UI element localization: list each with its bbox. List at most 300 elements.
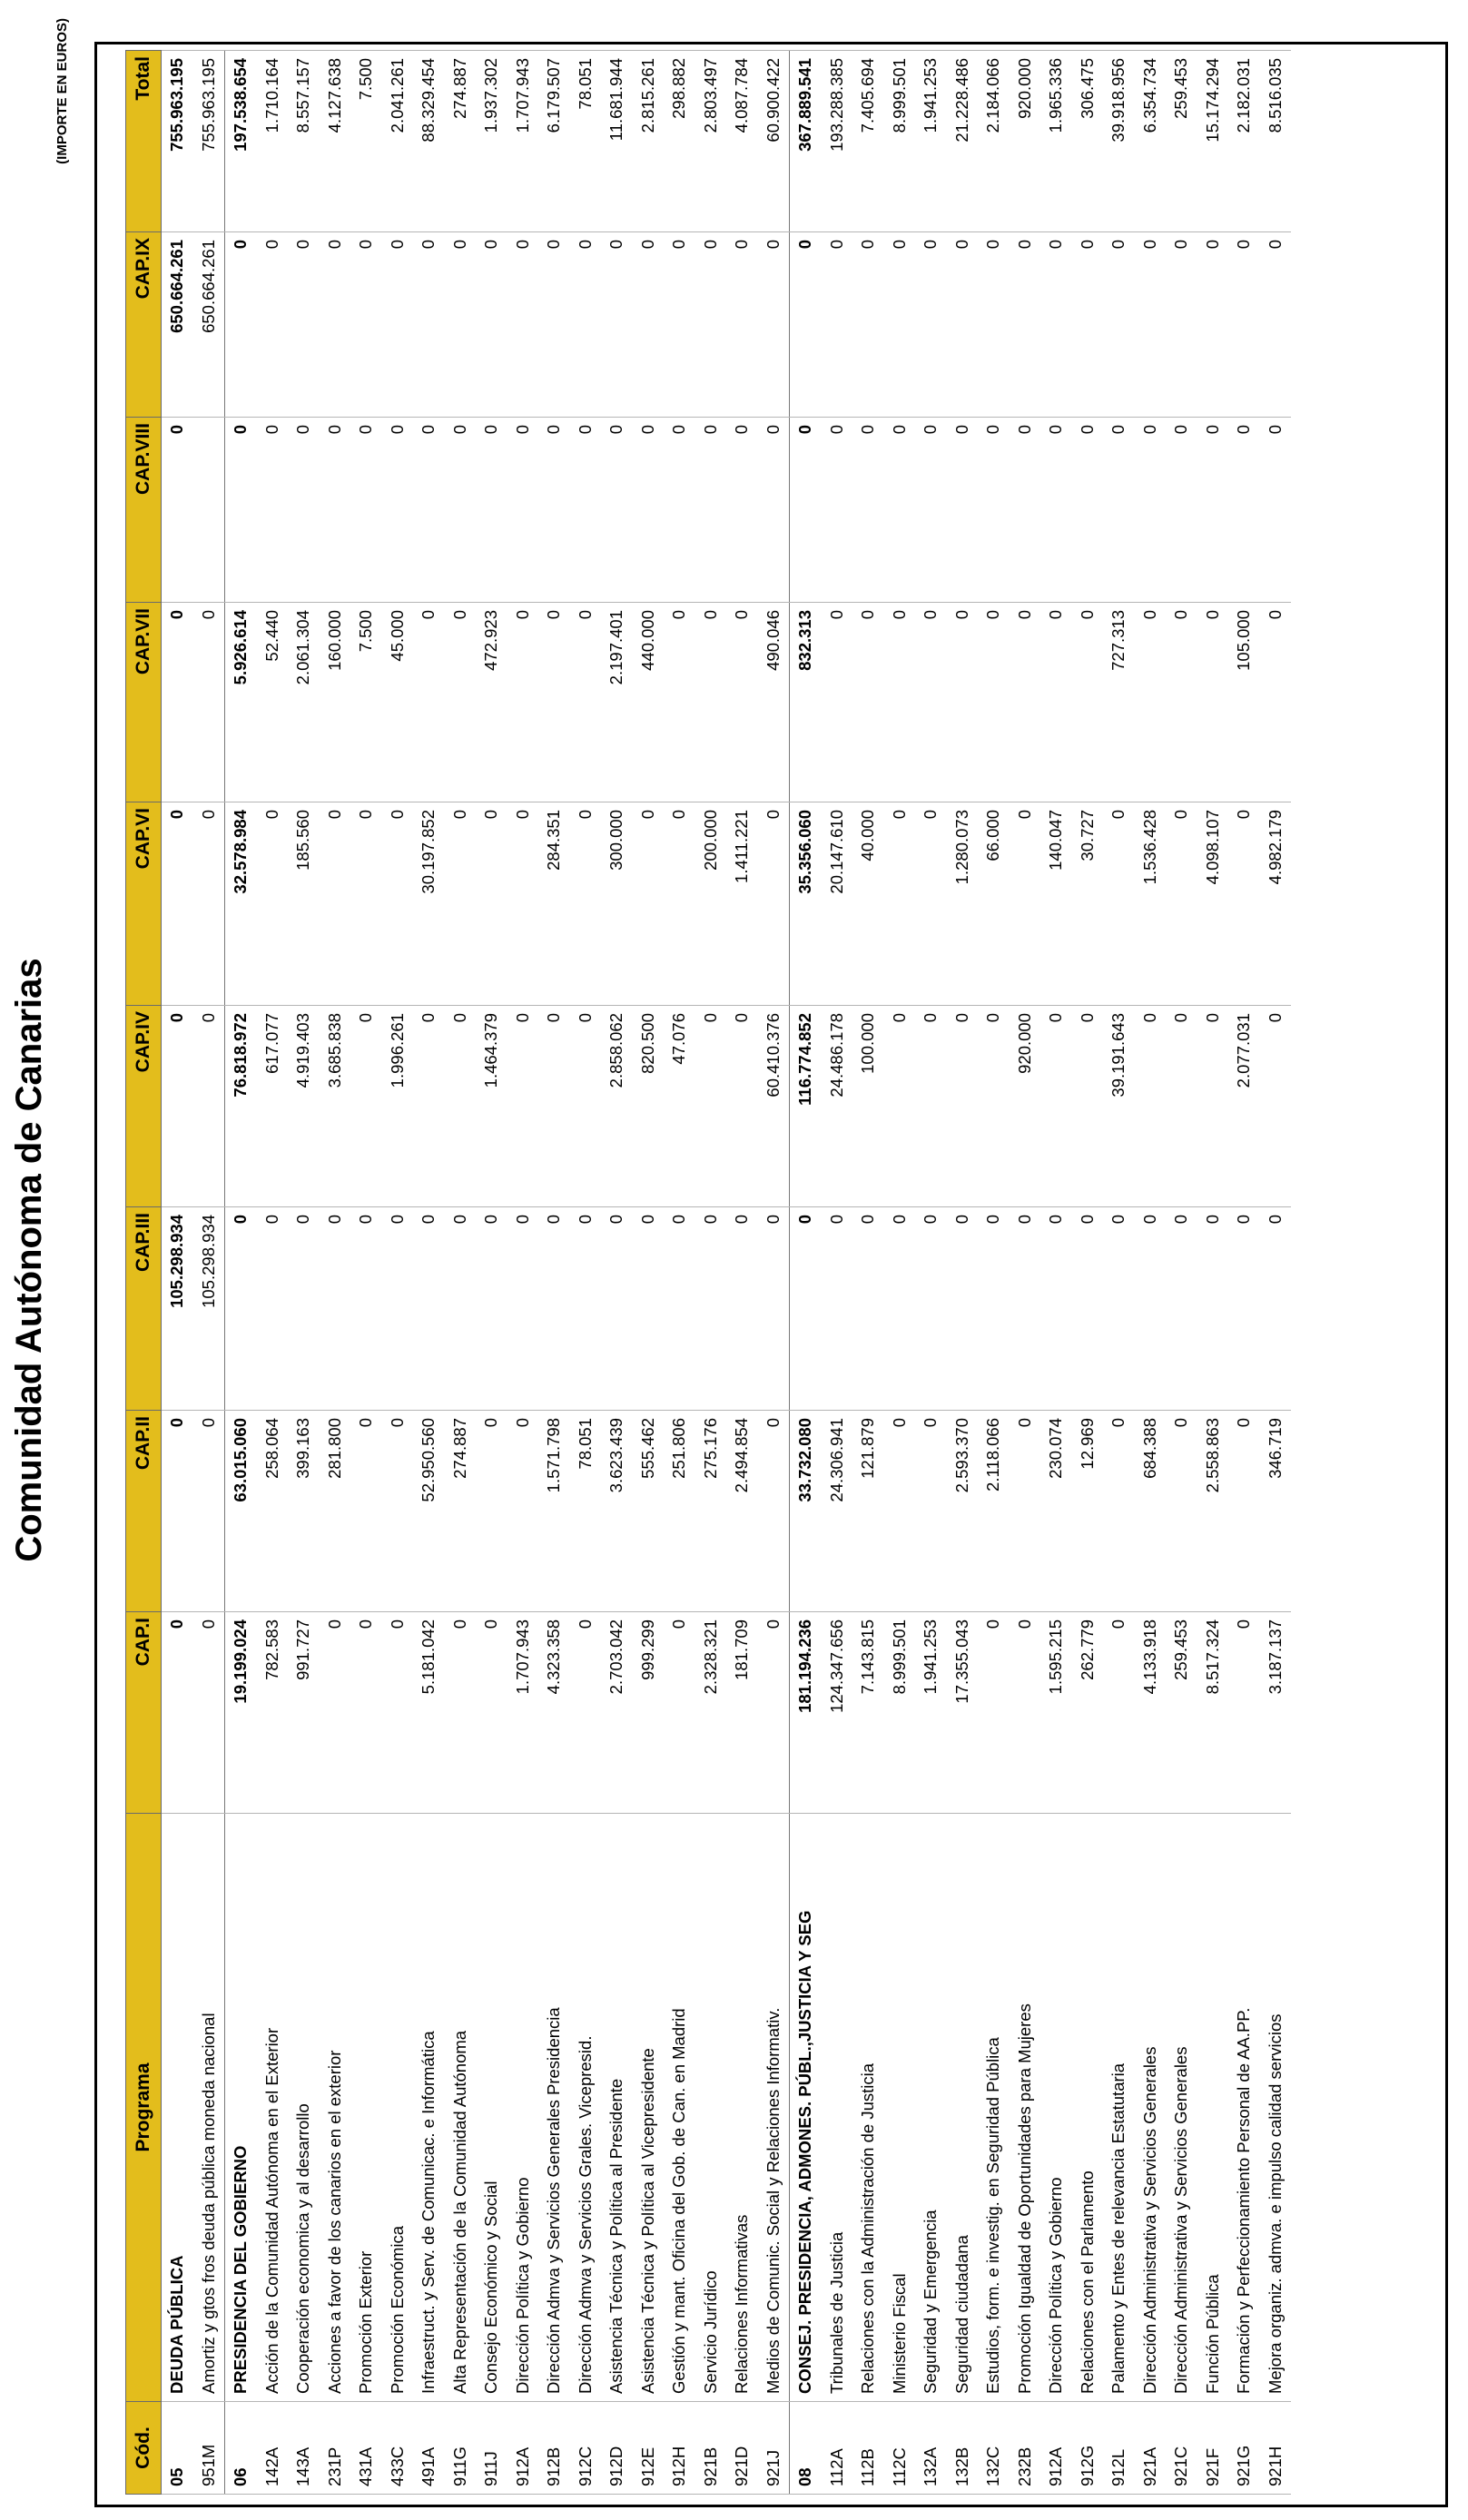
row-programa: Cooperación economica y al desarrollo [288, 1814, 320, 2402]
row-value: 0 [1103, 418, 1135, 603]
row-value: 185.560 [288, 802, 320, 1006]
row-programa: Dirección Política y Gobierno [1040, 1814, 1072, 2402]
row-value: 1.710.164 [257, 51, 289, 232]
row-value: 105.000 [1228, 603, 1260, 802]
row-value: 298.882 [664, 51, 695, 232]
row-programa: Amortiz y gtos fros deuda pública moneda nacional [193, 1814, 225, 2402]
row-code: 132B [947, 2402, 979, 2495]
row-value: 0 [726, 1207, 758, 1411]
row-code: 911J [476, 2402, 507, 2495]
row-value: 2.077.031 [1228, 1006, 1260, 1207]
row-value: 66.000 [978, 802, 1010, 1006]
row-value: 0 [852, 1207, 884, 1411]
row-value: 0 [978, 1612, 1010, 1814]
row-value: 0 [601, 1207, 633, 1411]
row-value: 0 [884, 418, 916, 603]
row-code: 912H [664, 2402, 695, 2495]
row-programa: Promoción Económica [382, 1814, 414, 2402]
row-value: 0 [915, 232, 947, 418]
row-value: 755.963.195 [193, 51, 225, 232]
row-value: 0 [1166, 603, 1197, 802]
row-value: 0 [852, 418, 884, 603]
row-value: 0 [978, 418, 1010, 603]
row-value: 17.355.043 [947, 1612, 979, 1814]
row-value: 60.410.376 [758, 1006, 790, 1207]
row-value: 0 [193, 1006, 225, 1207]
table-row [664, 51, 695, 2495]
row-value: 0 [633, 418, 665, 603]
row-value: 200.000 [695, 802, 727, 1006]
row-value: 0 [978, 232, 1010, 418]
row-value: 0 [507, 232, 539, 418]
row-value: 0 [382, 1207, 414, 1411]
row-value: 346.719 [1260, 1411, 1292, 1612]
row-value: 0 [193, 802, 225, 1006]
table-row [1135, 51, 1167, 2495]
row-value: 0 [538, 603, 570, 802]
row-code: 912E [633, 2402, 665, 2495]
row-value: 1.937.302 [476, 51, 507, 232]
row-value: 19.199.024 [225, 1612, 257, 1814]
row-value: 0 [507, 1207, 539, 1411]
row-value: 52.950.560 [413, 1411, 445, 1612]
row-value: 0 [350, 1207, 382, 1411]
row-value: 0 [1228, 232, 1260, 418]
row-value: 0 [1166, 418, 1197, 603]
row-value: 258.064 [257, 1411, 289, 1612]
row-value: 300.000 [601, 802, 633, 1006]
row-value: 399.163 [288, 1411, 320, 1612]
row-value: 11.681.944 [601, 51, 633, 232]
row-value: 2.494.854 [726, 1411, 758, 1612]
row-value: 78.051 [570, 1411, 602, 1612]
row-value: 0 [884, 603, 916, 802]
row-value: 88.329.454 [413, 51, 445, 232]
row-programa: Promoción Exterior [350, 1814, 382, 2402]
row-code: 921B [695, 2402, 727, 2495]
row-value: 0 [570, 1612, 602, 1814]
row-value: 262.779 [1072, 1612, 1104, 1814]
row-value: 7.143.815 [852, 1612, 884, 1814]
header-programa: Programa [126, 1814, 162, 2402]
row-value: 52.440 [257, 603, 289, 802]
row-value: 0 [1260, 418, 1292, 603]
row-code: 433C [382, 2402, 414, 2495]
row-value: 440.000 [633, 603, 665, 802]
row-programa: Relaciones Informativas [726, 1814, 758, 2402]
row-value: 1.941.253 [915, 51, 947, 232]
row-value: 0 [1103, 1411, 1135, 1612]
row-programa: Estudios, form. e investig. en Seguridad Pública [978, 1814, 1010, 2402]
row-value: 0 [1166, 802, 1197, 1006]
row-value: 0 [445, 1612, 477, 1814]
row-value: 0 [538, 418, 570, 603]
row-programa: Seguridad y Emergencia [915, 1814, 947, 2402]
row-value: 60.900.422 [758, 51, 790, 232]
row-value: 6.179.507 [538, 51, 570, 232]
row-value: 0 [664, 1612, 695, 1814]
row-value: 1.536.428 [1135, 802, 1167, 1006]
row-value: 0 [947, 603, 979, 802]
row-value: 3.187.137 [1260, 1612, 1292, 1814]
table-row [758, 51, 790, 2495]
row-value: 1.464.379 [476, 1006, 507, 1207]
row-value: 0 [726, 418, 758, 603]
row-programa: Medios de Comunic. Social y Relaciones Informativ. [758, 1814, 790, 2402]
row-value: 0 [225, 232, 257, 418]
row-value: 1.280.073 [947, 802, 979, 1006]
row-value: 0 [413, 1207, 445, 1411]
row-value: 0 [978, 1207, 1010, 1411]
row-value: 0 [257, 1207, 289, 1411]
table-row [947, 51, 979, 2495]
row-value: 0 [790, 1207, 822, 1411]
row-value: 0 [350, 232, 382, 418]
row-value: 0 [1010, 1411, 1041, 1612]
row-value: 0 [382, 232, 414, 418]
row-value: 727.313 [1103, 603, 1135, 802]
row-value: 0 [884, 1207, 916, 1411]
row-value: 0 [915, 603, 947, 802]
row-value: 0 [822, 1207, 853, 1411]
row-code: 921D [726, 2402, 758, 2495]
row-value: 0 [507, 802, 539, 1006]
page-title: Comunidad Autónoma de Canarias [9, 958, 49, 1562]
row-value: 650.664.261 [162, 232, 193, 418]
row-value: 650.664.261 [193, 232, 225, 418]
row-value: 0 [1260, 1006, 1292, 1207]
row-value: 181.194.236 [790, 1612, 822, 1814]
row-value: 0 [822, 232, 853, 418]
table-row [320, 51, 351, 2495]
row-code: 912G [1072, 2402, 1104, 2495]
row-code: 912A [507, 2402, 539, 2495]
row-value: 755.963.195 [162, 51, 193, 232]
units-note: (IMPORTE EN EUROS) [54, 18, 70, 164]
row-value: 15.174.294 [1197, 51, 1229, 232]
table-body [162, 51, 1292, 2495]
row-programa: Relaciones con la Administración de Justicia [852, 1814, 884, 2402]
row-value: 0 [320, 418, 351, 603]
row-value: 0 [320, 1612, 351, 1814]
table-row [1166, 51, 1197, 2495]
table-row [1103, 51, 1135, 2495]
row-value: 0 [1103, 802, 1135, 1006]
row-value: 0 [695, 232, 727, 418]
table-row [601, 51, 633, 2495]
header-row [126, 51, 162, 2495]
row-programa: Función Pública [1197, 1814, 1229, 2402]
row-value: 0 [884, 1006, 916, 1207]
row-value: 555.462 [633, 1411, 665, 1612]
row-value: 0 [1072, 1207, 1104, 1411]
row-value: 8.999.501 [884, 51, 916, 232]
header-cod: Cód. [126, 2402, 162, 2495]
row-code: 912A [1040, 2402, 1072, 2495]
row-value: 0 [538, 1006, 570, 1207]
row-value: 124.347.656 [822, 1612, 853, 1814]
table-row [852, 51, 884, 2495]
row-value: 0 [1166, 1006, 1197, 1207]
row-value: 0 [288, 1207, 320, 1411]
row-value: 0 [758, 802, 790, 1006]
row-value: 0 [1197, 418, 1229, 603]
row-value: 8.557.157 [288, 51, 320, 232]
row-programa: Dirección Política y Gobierno [507, 1814, 539, 2402]
budget-table [125, 50, 1291, 2495]
row-value: 0 [947, 1207, 979, 1411]
row-programa: Infraestruct. y Serv. de Comunicac. e Informática [413, 1814, 445, 2402]
row-value: 0 [1228, 1207, 1260, 1411]
row-value: 0 [320, 232, 351, 418]
row-value: 0 [1260, 232, 1292, 418]
row-value: 0 [664, 1207, 695, 1411]
row-value: 24.306.941 [822, 1411, 853, 1612]
table-row [822, 51, 853, 2495]
row-value: 39.191.643 [1103, 1006, 1135, 1207]
row-programa: Mejora organiz. admva. e impulso calidad servicios [1260, 1814, 1292, 2402]
row-value: 0 [507, 418, 539, 603]
row-value: 45.000 [382, 603, 414, 802]
row-programa: Servicio Jurídico [695, 1814, 727, 2402]
row-value: 7.500 [350, 603, 382, 802]
row-value: 920.000 [1010, 51, 1041, 232]
row-value: 8.516.035 [1260, 51, 1292, 232]
row-value: 0 [445, 802, 477, 1006]
row-value: 274.887 [445, 1411, 477, 1612]
row-code: 132A [915, 2402, 947, 2495]
row-code: 143A [288, 2402, 320, 2495]
row-value: 39.918.956 [1103, 51, 1135, 232]
header-cap-iii: CAP.III [126, 1207, 162, 1411]
row-value: 0 [162, 1612, 193, 1814]
row-value: 0 [1072, 1006, 1104, 1207]
section-row [225, 51, 257, 2495]
table-row [288, 51, 320, 2495]
row-value: 0 [193, 1612, 225, 1814]
row-value: 0 [350, 1612, 382, 1814]
row-code: 912B [538, 2402, 570, 2495]
row-code: 142A [257, 2402, 289, 2495]
row-value: 3.623.439 [601, 1411, 633, 1612]
row-value: 0 [758, 1411, 790, 1612]
row-value: 4.127.638 [320, 51, 351, 232]
row-value: 0 [726, 603, 758, 802]
row-value: 0 [162, 1006, 193, 1207]
row-value: 0 [507, 1411, 539, 1612]
row-value: 259.453 [1166, 51, 1197, 232]
row-value: 0 [947, 418, 979, 603]
row-value: 2.558.863 [1197, 1411, 1229, 1612]
row-code: 431A [350, 2402, 382, 2495]
row-value: 160.000 [320, 603, 351, 802]
row-programa: Acción de la Comunidad Autónoma en el Exterior [257, 1814, 289, 2402]
row-value: 472.923 [476, 603, 507, 802]
row-value: 0 [1135, 418, 1167, 603]
row-value: 0 [350, 802, 382, 1006]
row-value: 0 [601, 232, 633, 418]
row-value: 0 [790, 232, 822, 418]
row-code: 921A [1135, 2402, 1167, 2495]
table-row [633, 51, 665, 2495]
header-cap-ii: CAP.II [126, 1411, 162, 1612]
row-value: 4.133.918 [1135, 1612, 1167, 1814]
row-value: 920.000 [1010, 1006, 1041, 1207]
row-value: 0 [288, 418, 320, 603]
row-value: 0 [288, 232, 320, 418]
row-value: 0 [1072, 418, 1104, 603]
row-value: 2.118.066 [978, 1411, 1010, 1612]
row-value: 0 [633, 1207, 665, 1411]
row-value: 197.538.654 [225, 51, 257, 232]
table-row [538, 51, 570, 2495]
table-row [507, 51, 539, 2495]
row-code: 921C [1166, 2402, 1197, 2495]
table-row [1197, 51, 1229, 2495]
table-row [1040, 51, 1072, 2495]
row-value: 0 [758, 1207, 790, 1411]
header-cap-iv: CAP.IV [126, 1006, 162, 1207]
row-programa: Alta Representación de la Comunidad Autónoma [445, 1814, 477, 2402]
row-value: 0 [507, 603, 539, 802]
row-value: 0 [822, 418, 853, 603]
row-value: 0 [413, 1006, 445, 1207]
row-value: 47.076 [664, 1006, 695, 1207]
row-value: 5.926.614 [225, 603, 257, 802]
row-value: 0 [633, 232, 665, 418]
row-value: 105.298.934 [162, 1207, 193, 1411]
row-value: 0 [257, 802, 289, 1006]
section-row [790, 51, 822, 2495]
row-value: 0 [1040, 1006, 1072, 1207]
row-programa: Relaciones con el Parlamento [1072, 1814, 1104, 2402]
row-value: 820.500 [633, 1006, 665, 1207]
header-cap-vii: CAP.VII [126, 603, 162, 802]
row-value: 0 [1072, 603, 1104, 802]
row-value: 1.996.261 [382, 1006, 414, 1207]
row-value: 0 [382, 802, 414, 1006]
row-value: 0 [445, 418, 477, 603]
row-value: 0 [225, 1207, 257, 1411]
row-programa: Gestión y mant. Oficina del Gob. de Can. en Madrid [664, 1814, 695, 2402]
row-value: 0 [1010, 1612, 1041, 1814]
row-value: 0 [884, 232, 916, 418]
row-value: 32.578.984 [225, 802, 257, 1006]
row-programa: DEUDA PÚBLICA [162, 1814, 193, 2402]
row-value: 0 [445, 1207, 477, 1411]
row-value: 0 [758, 1612, 790, 1814]
row-value: 0 [1228, 1411, 1260, 1612]
row-value: 140.047 [1040, 802, 1072, 1006]
row-value: 0 [1040, 232, 1072, 418]
row-value: 0 [1103, 1207, 1135, 1411]
row-value: 0 [758, 418, 790, 603]
row-value: 4.323.358 [538, 1612, 570, 1814]
row-value: 4.919.403 [288, 1006, 320, 1207]
row-value: 0 [476, 802, 507, 1006]
table-row [382, 51, 414, 2495]
row-value: 0 [664, 802, 695, 1006]
row-value: 1.941.253 [915, 1612, 947, 1814]
row-value: 0 [822, 603, 853, 802]
row-value: 0 [445, 603, 477, 802]
row-value: 0 [978, 603, 1010, 802]
row-code: 491A [413, 2402, 445, 2495]
row-value: 2.703.042 [601, 1612, 633, 1814]
row-value: 2.182.031 [1228, 51, 1260, 232]
row-value: 0 [382, 1411, 414, 1612]
row-value: 1.965.336 [1040, 51, 1072, 232]
row-value: 684.388 [1135, 1411, 1167, 1612]
row-code: 921H [1260, 2402, 1292, 2495]
row-value: 0 [758, 232, 790, 418]
row-value: 0 [1228, 1612, 1260, 1814]
row-value: 76.818.972 [225, 1006, 257, 1207]
row-value: 0 [350, 1006, 382, 1207]
row-value: 0 [413, 418, 445, 603]
row-value: 35.356.060 [790, 802, 822, 1006]
row-value: 0 [538, 232, 570, 418]
row-value: 0 [664, 232, 695, 418]
row-value: 0 [1166, 232, 1197, 418]
row-value: 0 [538, 1207, 570, 1411]
row-code: 911G [445, 2402, 477, 2495]
row-programa: Dirección Administrativa y Servicios Generales [1135, 1814, 1167, 2402]
row-value: 0 [382, 1612, 414, 1814]
row-code: 112B [852, 2402, 884, 2495]
header-cap-ix: CAP.IX [126, 232, 162, 418]
row-value: 0 [1010, 232, 1041, 418]
row-value: 1.411.221 [726, 802, 758, 1006]
row-value: 0 [1072, 232, 1104, 418]
row-value: 0 [601, 418, 633, 603]
row-value: 0 [162, 603, 193, 802]
row-value: 0 [162, 418, 193, 603]
row-value: 0 [1103, 1612, 1135, 1814]
table-row [476, 51, 507, 2495]
row-value: 0 [413, 603, 445, 802]
row-value: 0 [884, 1411, 916, 1612]
row-value: 2.815.261 [633, 51, 665, 232]
row-value: 12.969 [1072, 1411, 1104, 1612]
row-value: 0 [1135, 1207, 1167, 1411]
row-value: 3.685.838 [320, 1006, 351, 1207]
row-value: 2.197.401 [601, 603, 633, 802]
row-value: 8.517.324 [1197, 1612, 1229, 1814]
row-value: 0 [193, 1411, 225, 1612]
row-value: 116.774.852 [790, 1006, 822, 1207]
table-row [978, 51, 1010, 2495]
row-value: 2.328.321 [695, 1612, 727, 1814]
header-cap-viii: CAP.VIII [126, 418, 162, 603]
row-value: 0 [225, 418, 257, 603]
row-value: 0 [726, 232, 758, 418]
row-code: 912L [1103, 2402, 1135, 2495]
row-programa: Dirección Admva y Servicios Grales. Vicepresid. [570, 1814, 602, 2402]
row-value: 251.806 [664, 1411, 695, 1612]
row-programa: Dirección Admva y Servicios Generales Presidencia [538, 1814, 570, 2402]
table-row [695, 51, 727, 2495]
row-value: 490.046 [758, 603, 790, 802]
row-value: 2.803.497 [695, 51, 727, 232]
row-value: 5.181.042 [413, 1612, 445, 1814]
table-row [1072, 51, 1104, 2495]
row-value: 0 [695, 418, 727, 603]
row-value: 0 [570, 1006, 602, 1207]
row-value: 0 [445, 232, 477, 418]
row-value: 2.858.062 [601, 1006, 633, 1207]
row-value: 7.500 [350, 51, 382, 232]
